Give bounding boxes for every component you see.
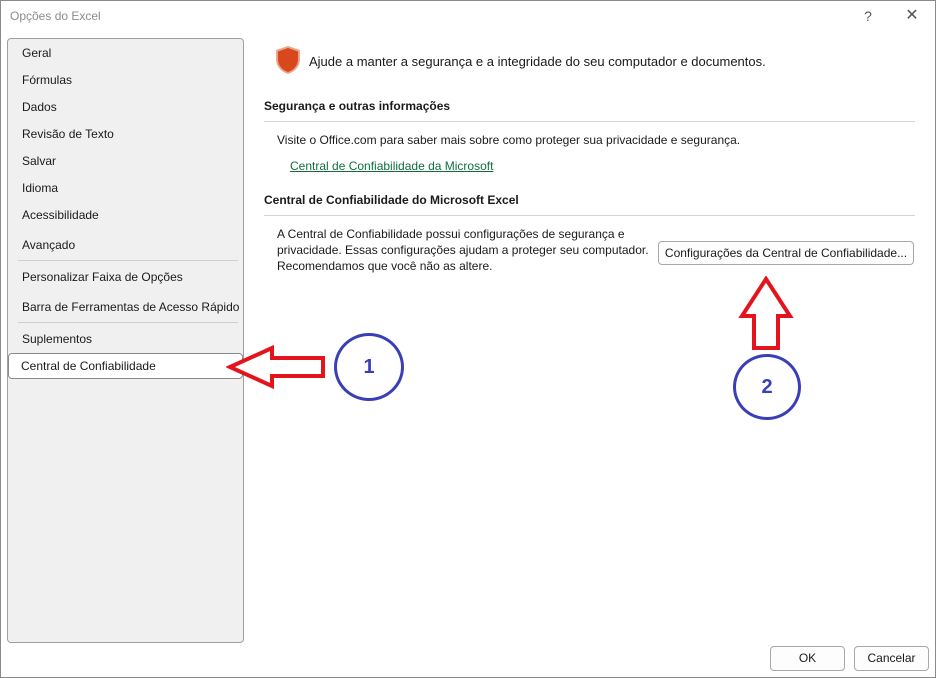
- help-icon[interactable]: ?: [864, 8, 872, 24]
- sidebar-item-idioma[interactable]: Idioma: [22, 181, 59, 195]
- close-icon[interactable]: ✕: [905, 7, 919, 24]
- sidebar-divider: [18, 322, 238, 323]
- window-title: Opções do Excel: [10, 9, 101, 23]
- title-bar: [1, 1, 935, 33]
- up-arrow-annotation-icon: [738, 276, 794, 352]
- sidebar-item-geral[interactable]: Geral: [22, 46, 52, 60]
- sidebar-item-barra-acesso-rapido[interactable]: Barra de Ferramentas de Acesso Rápido: [22, 300, 240, 314]
- sidebar-item-suplementos[interactable]: Suplementos: [22, 332, 93, 346]
- sidebar-item-personalizar-faixa[interactable]: Personalizar Faixa de Opções: [22, 270, 183, 284]
- page-heading: Ajude a manter a segurança e a integridade do seu computador e documentos.: [309, 54, 766, 69]
- trust-center-description-line1: A Central de Confiabilidade possui configurações de segurança e: [277, 227, 625, 241]
- sidebar-item-salvar[interactable]: Salvar: [22, 154, 57, 168]
- annotation-marker-2: 2: [733, 354, 801, 420]
- sidebar-item-revisao-de-texto[interactable]: Revisão de Texto: [22, 127, 114, 141]
- section-divider: [264, 215, 915, 216]
- cancel-button[interactable]: Cancelar: [854, 646, 929, 671]
- section-title-central-excel: Central de Confiabilidade do Microsoft Excel: [264, 193, 519, 207]
- sidebar-item-acessibilidade[interactable]: Acessibilidade: [22, 208, 99, 222]
- left-arrow-annotation-icon: [226, 344, 328, 390]
- security-info-text: Visite o Office.com para saber mais sobre como proteger sua privacidade e segurança.: [277, 133, 741, 147]
- section-divider: [264, 121, 915, 122]
- section-title-seguranca: Segurança e outras informações: [264, 99, 451, 113]
- sidebar-item-central-de-confiabilidade[interactable]: Central de Confiabilidade: [8, 353, 243, 379]
- sidebar-divider: [18, 260, 238, 261]
- trust-center-description-line3: Recomendamos que você não as altere.: [277, 259, 493, 273]
- trust-center-settings-button[interactable]: Configurações da Central de Confiabilidade...: [658, 241, 914, 265]
- ok-button[interactable]: OK: [770, 646, 845, 671]
- sidebar-item-avancado[interactable]: Avançado: [22, 238, 76, 252]
- options-sidebar: [7, 38, 244, 643]
- sidebar-item-dados[interactable]: Dados: [22, 100, 57, 114]
- sidebar-item-formulas[interactable]: Fórmulas: [22, 73, 73, 87]
- trust-center-description-line2: privacidade. Essas configurações ajudam a proteger seu computador.: [277, 243, 649, 257]
- microsoft-trust-center-link[interactable]: Central de Confiabilidade da Microsoft: [290, 159, 494, 173]
- shield-icon: [274, 45, 302, 75]
- annotation-marker-1: 1: [334, 333, 404, 401]
